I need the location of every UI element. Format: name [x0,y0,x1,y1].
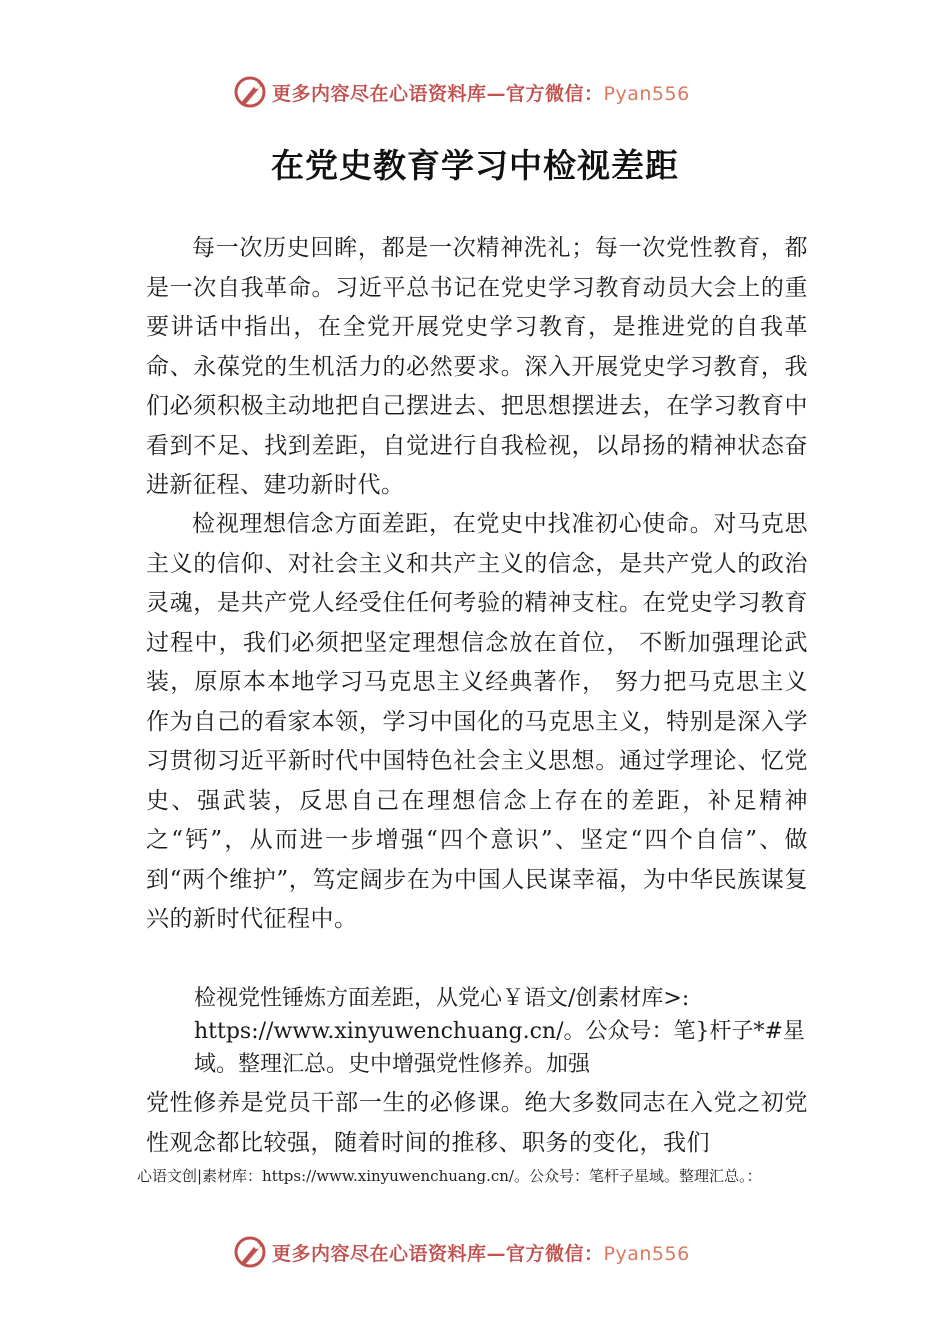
paragraph-4: 党性修养是党员干部一生的必修课。绝大多数同志在入党之初党性观念都比较强，随着时间的推移、职务的变化，我们 [146,1090,808,1156]
footnote: 心语文创|素材库：https://www.xinyuwenchuang.cn/。公众号：笔杆子星域。整理汇总。： [137,1167,762,1185]
footer-banner [232,1232,690,1272]
document-title: 在党史教育学习中检视差距 [271,146,679,185]
banner-text [272,1239,690,1266]
banner-label: 更多内容尽在心语资料库—官方微信： [272,82,604,105]
banner-wechat-id: Pyan556 [603,1242,690,1265]
pen-logo-icon [232,1234,268,1270]
paragraph-3: 检视党性锤炼方面差距，从党心￥语文/创素材库>: https://www.xinyuwenchuang.cn/。公众号：笔}杆子*#星域。整理汇总。史中增强党性修养。加强 [194,986,805,1077]
paragraph-1: 每一次历史回眸，都是一次精神洗礼；每一次党性教育，都是一次自我革命。习近平总书记在党史学习教育动员大会上的重要讲话中指出，在全党开展党史学习教育，是推进党的自我革命、永葆党的生机活力的必然要求。深入开展党史学习教育，我们必须积极主动地把自己摆进去、把思想摆进去，在学习教育中看到不足、找到差距，自觉进行自我检视，以昂扬的精神状态奋进新征程、建功新时代。 [146,235,808,498]
paragraph-2: 检视理想信念方面差距，在党史中找准初心使命。对马克思主义的信仰、对社会主义和共产主义的信念，是共产党人的政治灵魂，是共产党人经受住任何考验的精神支柱。在党史学习教育过程中，我们必须把坚定理想信念放在首位， 不断加强理论武装，原原本本地学习马克思主义经典著作， 努力把马克思主义作为自己的看家本领，学习中国化的马克思主义，特别是深入学习贯彻习近平新时代中国特色社会主义思想。通过学理论、忆党史、强武装，反思自己在理想信念上存在的差距，补足精神之“钙”，从而进一步增强“四个意识”、坚定“四个自信”、做到“两个维护”，笃定阔步在为中国人民谋幸福，为中华民族谋复兴的新时代征程中。 [146,511,808,932]
banner-text [272,79,690,106]
pen-logo-icon [232,74,268,110]
banner-label: 更多内容尽在心语资料库—官方微信： [272,1242,604,1265]
banner-wechat-id: Pyan556 [603,82,690,105]
header-banner [232,72,690,112]
